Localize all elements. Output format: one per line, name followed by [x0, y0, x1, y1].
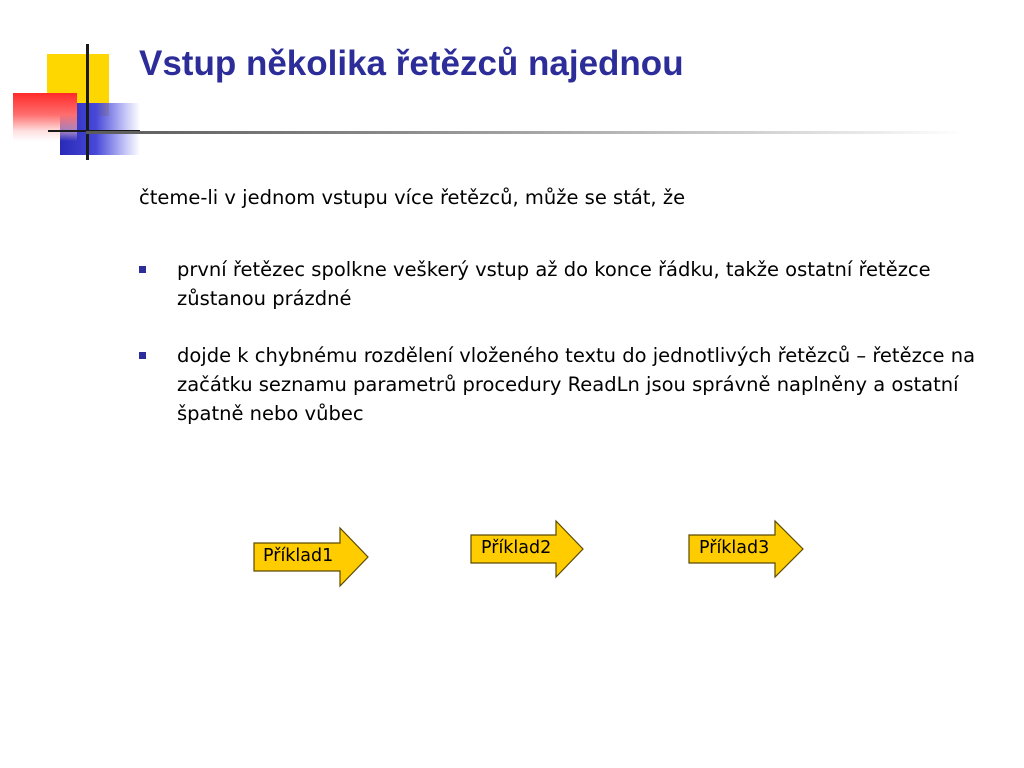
- intro-text: čteme-li v jednom vstupu více řetězců, může se stát, že: [139, 186, 686, 209]
- title-underline: [86, 131, 966, 134]
- bullet-item: [139, 341, 999, 428]
- priklad2-label: Příklad2: [481, 538, 552, 558]
- priklad3-label: Příklad3: [699, 538, 770, 558]
- priklad2-button[interactable]: [470, 520, 584, 578]
- logo-vertical-line: [86, 44, 89, 160]
- logo-red-square: [13, 93, 77, 141]
- bullet-item: [139, 255, 999, 313]
- priklad1-button[interactable]: [253, 527, 369, 587]
- bullet-list: [139, 255, 999, 456]
- priklad3-button[interactable]: [688, 520, 804, 578]
- slide-title: Vstup několika řetězců najednou: [139, 44, 684, 83]
- bullet-text: první řetězec spolkne veškerý vstup až do konce řádku, takže ostatní řetězce zůstanou prázdné: [177, 258, 931, 310]
- priklad1-label: Příklad1: [263, 546, 334, 566]
- bullet-text: dojde k chybnému rozdělení vloženého textu do jednotlivých řetězců – řetězce na začátku seznamu parametrů procedury ReadLn jsou správně naplněny a ostatní špatně nebo vůbec: [177, 344, 976, 425]
- bullet-square-icon: [139, 352, 146, 359]
- bullet-square-icon: [139, 266, 146, 273]
